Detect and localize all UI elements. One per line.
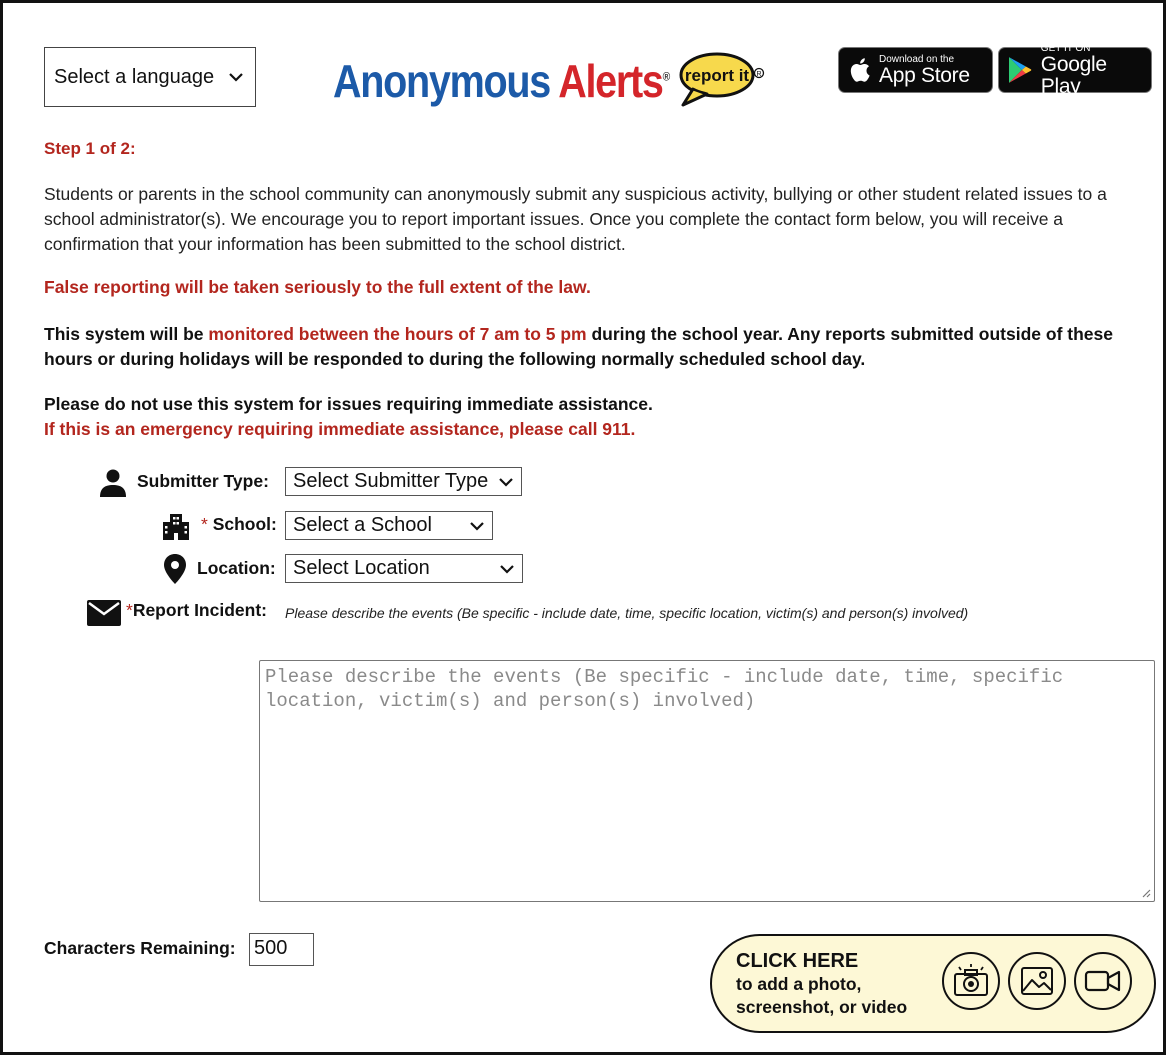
apple-icon — [849, 57, 871, 83]
school-building-icon — [161, 510, 191, 540]
submitter-type-label: Submitter Type: — [137, 471, 269, 491]
chevron-down-icon — [468, 517, 486, 535]
person-icon — [99, 468, 127, 498]
app-store-button[interactable] — [838, 47, 993, 93]
google-play-button[interactable] — [998, 42, 1152, 98]
envelope-icon — [86, 599, 122, 627]
logo-word-anonymous: Anonymous — [333, 55, 550, 107]
submitter-type-select[interactable]: Select Submitter Type — [285, 467, 522, 496]
required-marker: * — [201, 514, 208, 534]
chevron-down-icon — [227, 68, 245, 86]
location-select[interactable]: Select Location — [285, 554, 523, 583]
camera-icon[interactable] — [942, 952, 1000, 1010]
school-select[interactable]: Select a School — [285, 511, 493, 540]
report-incident-hint: Please describe the events (Be specific - include date, time, specific location, victim(s) and person(s) involved) — [285, 605, 969, 621]
add-media-text: CLICK HERE to add a photo, screenshot, or video — [736, 950, 908, 1017]
app-store-big-text: App Store — [879, 63, 970, 87]
report-it-bubble-icon — [679, 51, 765, 107]
location-pin-icon — [163, 553, 187, 585]
language-select-label: Select a language — [54, 65, 215, 88]
emergency-notice: If this is an emergency requiring immediate assistance, please call 911. — [44, 419, 636, 439]
chevron-down-icon — [497, 473, 515, 491]
monitoring-notice: This system will be monitored between the hours of 7 am to 5 pm during the school year. Any reports submitted outside of these hours or during holidays will be responded to during the following normally scheduled school day. — [44, 324, 1113, 369]
add-media-heading: CLICK HERE — [736, 950, 859, 972]
svg-text:report it: report it — [684, 66, 750, 85]
school-label: * School: — [201, 514, 277, 534]
image-icon[interactable] — [1008, 952, 1066, 1010]
anonymous-alerts-logo: Anonymous Alerts® — [333, 55, 669, 107]
language-select[interactable] — [44, 47, 256, 107]
video-icon[interactable] — [1074, 952, 1132, 1010]
resize-handle-icon[interactable] — [1141, 888, 1151, 898]
textarea-placeholder: Please describe the events (Be specific - include date, time, specific location, victim(s) and person(s) involved) — [265, 666, 1064, 712]
chevron-down-icon — [498, 560, 516, 578]
location-label: Location: — [197, 558, 276, 578]
google-play-big-text: Google Play — [1040, 52, 1107, 98]
google-play-icon — [1007, 56, 1033, 84]
characters-remaining-label: Characters Remaining: — [44, 938, 236, 958]
svg-text:R: R — [756, 71, 762, 78]
characters-remaining-value: 500 — [249, 933, 314, 966]
add-media-button[interactable] — [710, 934, 1156, 1033]
do-not-use-notice: Please do not use this system for issues requiring immediate assistance. — [44, 394, 653, 414]
app-store-small-text: Download on the — [879, 53, 955, 65]
step-indicator: Step 1 of 2: — [44, 139, 136, 158]
intro-paragraph: Students or parents in the school community can anonymously submit any suspicious activity, bullying or other student related issues to a school administrator(s). We encourage you to report important issues. Once you complete the contact form below, you will receive a confirmation that your information has been submitted to the school district. — [44, 184, 1107, 254]
false-reporting-warning: False reporting will be taken seriously to the full extent of the law. — [44, 277, 591, 297]
google-play-small-text: GET IT ON — [1040, 42, 1091, 54]
report-incident-textarea[interactable] — [259, 660, 1155, 902]
monitoring-hours: monitored between the hours of 7 am to 5 pm — [208, 324, 587, 344]
report-incident-label: *Report Incident: — [126, 600, 267, 620]
required-marker: * — [126, 600, 133, 620]
logo-word-alerts: Alerts — [558, 55, 663, 107]
